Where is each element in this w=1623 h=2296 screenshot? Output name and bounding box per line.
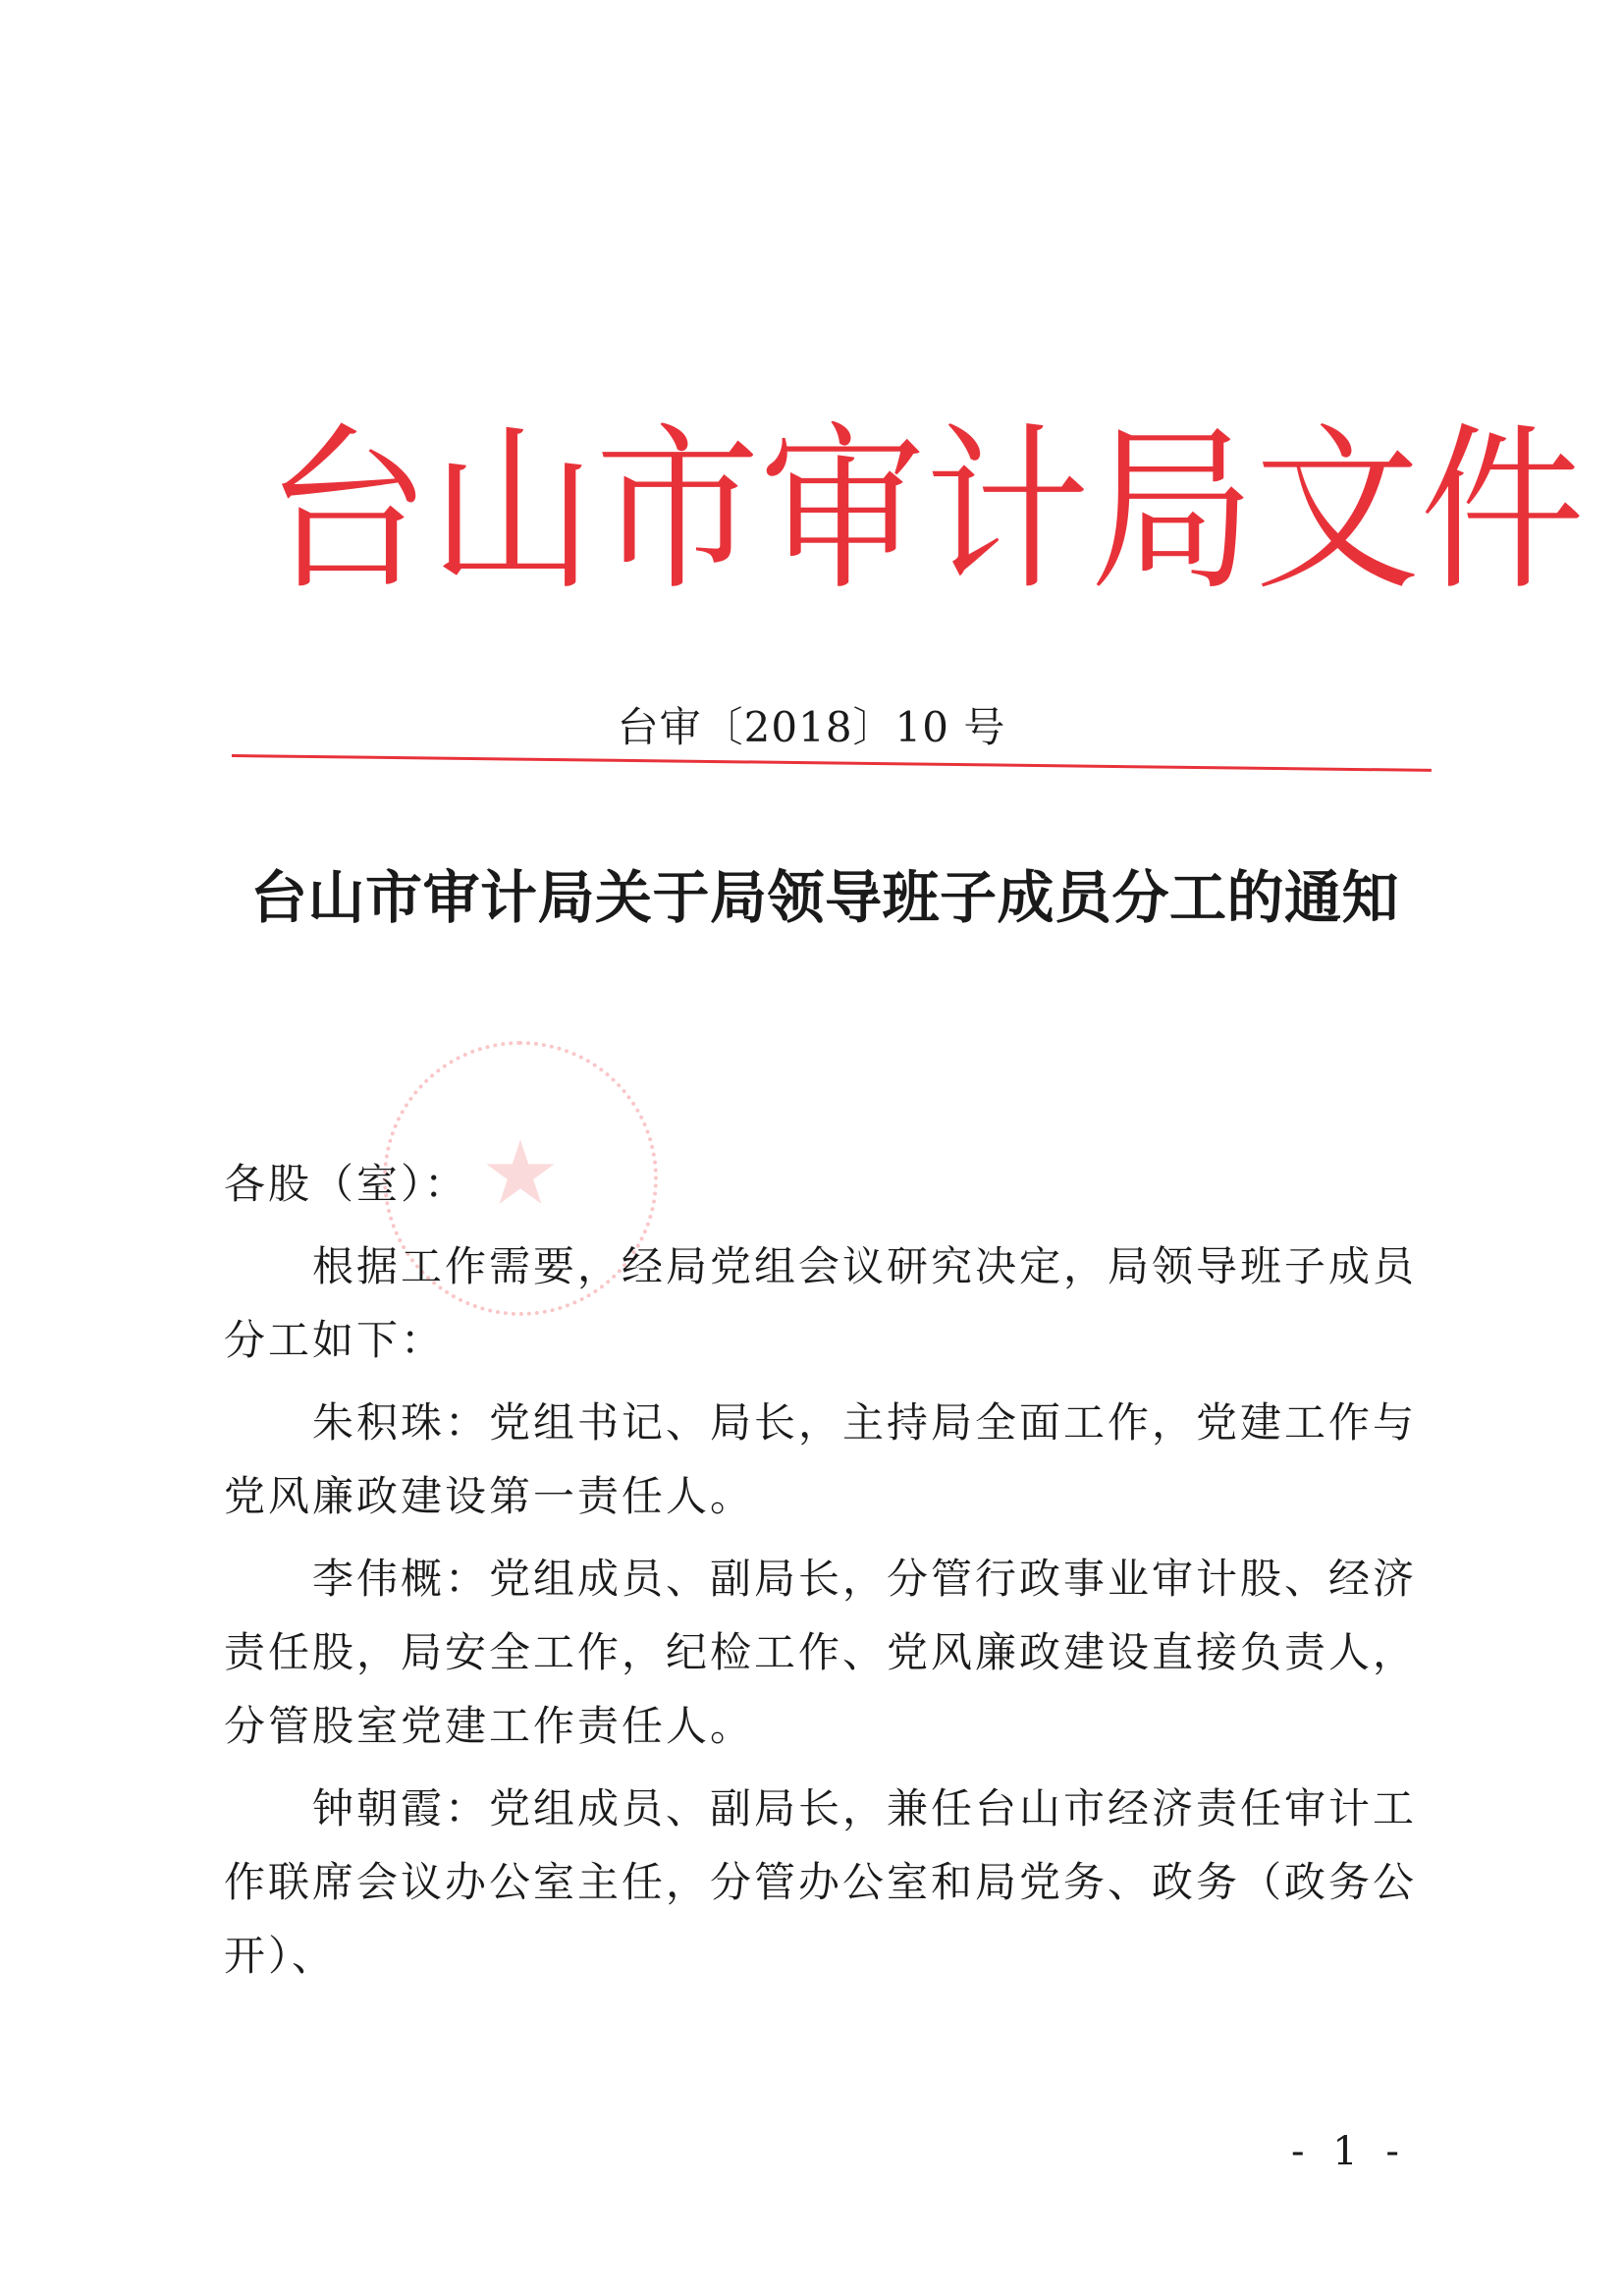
masthead-char: 局: [1090, 407, 1255, 615]
body-paragraph: 根据工作需要，经局党组会议研究决定，局领导班子成员分工如下：: [224, 1242, 1418, 1364]
red-separator-line: [232, 754, 1432, 772]
masthead-char: 山: [430, 407, 595, 615]
masthead-char: 计: [925, 407, 1090, 615]
document-title: 台山市审计局关于局领导班子成员分工的通知: [250, 864, 1400, 931]
masthead-char: 市: [595, 407, 760, 615]
body-paragraph: 钟朝霞：党组成员、副局长，兼任台山市经济责任审计工作联席会议办公室主任，分管办公室和局党务、政务（政务公开）、: [224, 1784, 1418, 1980]
salutation: 各股（室）：: [224, 1160, 469, 1208]
masthead-char: 文: [1255, 407, 1420, 615]
seal-star-icon: ★: [480, 1121, 561, 1226]
masthead-char: 审: [760, 407, 925, 615]
body-paragraph: 朱积珠：党组书记、局长，主持局全面工作，党建工作与党风廉政建设第一责任人。: [224, 1398, 1418, 1520]
document-masthead: [265, 407, 1585, 615]
page-number: - 1 -: [1291, 2129, 1407, 2174]
document-number: 台审〔2018〕10 号: [617, 703, 1006, 751]
masthead-char: 台: [265, 407, 430, 615]
masthead-char: 件: [1420, 407, 1585, 615]
body-paragraph: 李伟概：党组成员、副局长，分管行政事业审计股、经济责任股，局安全工作，纪检工作、党风廉政建设直接负责人，分管股室党建工作责任人。: [224, 1555, 1418, 1750]
document-body: [224, 1147, 1446, 1993]
